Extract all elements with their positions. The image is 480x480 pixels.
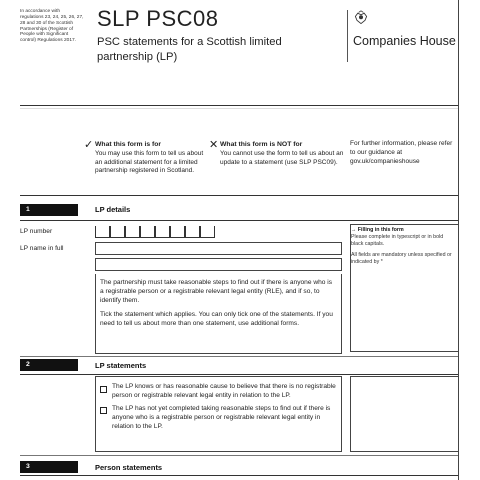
filling-heading: → Filling in this form <box>351 227 404 233</box>
section-3-top-line <box>20 475 458 476</box>
section-2-top-line <box>20 374 458 375</box>
lp-number-box[interactable] <box>125 226 140 238</box>
section-1-title: LP details <box>95 205 131 214</box>
lp-name-label: LP name in full <box>20 245 64 252</box>
section-2-number: 2 <box>20 359 78 371</box>
header-divider <box>20 105 458 106</box>
right-margin-line <box>458 0 459 480</box>
companies-house-logo <box>347 10 457 62</box>
section-1-top-line <box>20 220 458 221</box>
statement-1-text: The LP knows or has reasonable cause to believe that there is no registrable person or registrable relevant legal entity in relation to the LP. <box>112 383 336 400</box>
royal-crest-icon <box>353 10 369 26</box>
section-1-para-2: Tick the statement which applies. You can only tick one of the statements. If you need to tell us about more than one statement, use additional forms. <box>100 311 333 328</box>
statement-2-checkbox[interactable] <box>100 407 107 414</box>
filling-guidance <box>351 227 455 266</box>
section-1-divider <box>20 195 458 196</box>
section-3-divider <box>20 455 458 456</box>
section-3-number: 3 <box>20 461 78 473</box>
form-code: SLP PSC08 <box>97 6 219 31</box>
form-title: PSC statements for a Scottish limited partnership (LP) <box>97 36 282 64</box>
is-for-heading: What this form is for <box>95 141 162 148</box>
legal-note: In accordance with regulations 23, 24, 25, 26, 27, 28 and 30 of the Scottish Partnerships (Register of People with Significant control) Regulations 2017. <box>20 9 84 44</box>
filling-text-2: All fields are mandatory unless specified or indicated by * <box>351 252 452 266</box>
cross-icon: ✕ <box>209 139 219 151</box>
lp-number-box[interactable] <box>200 226 215 238</box>
section-3-title: Person statements <box>95 463 163 472</box>
is-for-text: You may use this form to tell us about an additional statement for a limited partnership registered in Scotland. <box>95 149 204 175</box>
lp-number-box[interactable] <box>155 226 170 238</box>
lp-number-box[interactable] <box>185 226 200 238</box>
info-is-for <box>84 139 205 176</box>
section-2-title: LP statements <box>95 361 147 370</box>
is-not-for-heading: What this form is NOT for <box>220 141 303 148</box>
lp-number-box[interactable] <box>140 226 155 238</box>
section-1-para-1: The partnership must take reasonable steps to find out if there is anyone who is a registrable person or a registrable relevant legal entity (RLE), and if so, to identify them. <box>100 279 333 305</box>
is-not-for-text: You cannot use the form to tell us about an update to a statement (use SLP PSC09). <box>220 149 344 166</box>
lp-number-label: LP number <box>20 228 53 235</box>
header-divider-shadow <box>20 108 458 109</box>
check-icon: ✓ <box>84 139 94 151</box>
lp-name-field-1[interactable] <box>95 242 342 255</box>
statements-side-box <box>350 376 458 452</box>
statement-1-checkbox[interactable] <box>100 386 107 393</box>
lp-number-box[interactable] <box>110 226 125 238</box>
info-is-not-for <box>209 139 346 167</box>
brand-name: Companies House <box>353 34 456 48</box>
lp-number-box[interactable] <box>95 226 110 238</box>
filling-text: Please complete in typescript or in bold black capitals. <box>351 234 444 248</box>
lp-name-field-2[interactable] <box>95 258 342 271</box>
section-1-number: 1 <box>20 204 78 216</box>
lp-number-box[interactable] <box>170 226 185 238</box>
section-2-divider <box>20 356 458 357</box>
further-info: For further information, please refer to our guidance at gov.uk/companieshouse <box>350 140 453 165</box>
statement-2-text: The LP has not yet completed taking reasonable steps to find out if there is anyone who is a registrable person or registrable relevant legal entity in relation to the LP. <box>112 405 331 431</box>
